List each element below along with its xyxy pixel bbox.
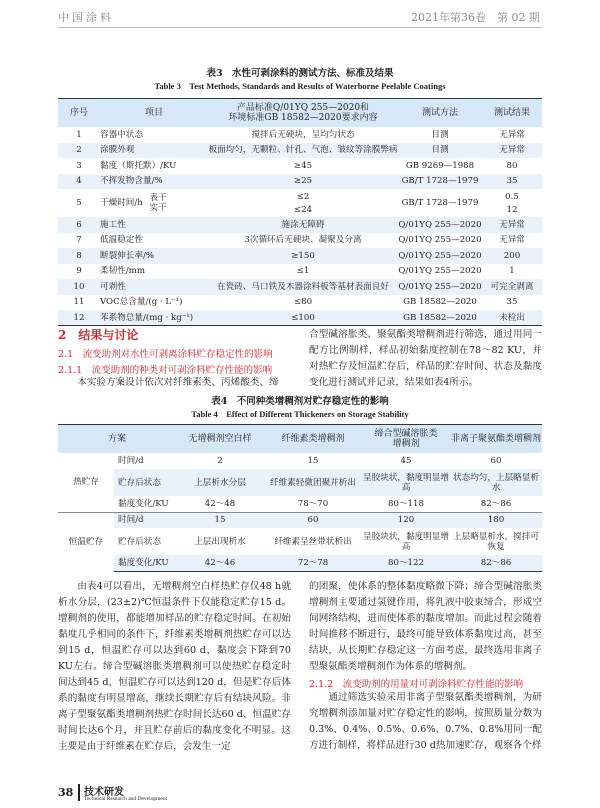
section-title: 2 结果与讨论 bbox=[58, 328, 139, 342]
table-cell bbox=[100, 189, 208, 217]
table-cell: 搅拌后无硬块，呈均匀状态 bbox=[251, 129, 355, 140]
table3-header-no: 序号 bbox=[58, 99, 100, 128]
table-row bbox=[58, 295, 542, 311]
footer-bar bbox=[78, 784, 80, 801]
table-cell: 不挥发物含量/% bbox=[100, 174, 208, 190]
journal-name: 中国涂料 bbox=[58, 11, 114, 24]
table-cell: 无异常 bbox=[482, 143, 542, 159]
table-row bbox=[58, 158, 542, 174]
table-cell: 苯系物总量/(mg · kg⁻¹) bbox=[100, 310, 208, 326]
table3-header-std bbox=[208, 99, 398, 128]
table-cell: 时间/d bbox=[114, 512, 176, 528]
table-cell: 80～122 bbox=[362, 555, 450, 571]
table-row bbox=[58, 248, 542, 264]
table4-caption bbox=[58, 396, 542, 420]
table-cell: 42～48 bbox=[204, 498, 236, 509]
table-cell: ≥25 bbox=[208, 174, 398, 190]
constant-storage-group: 恒温贮存 bbox=[58, 512, 114, 571]
table-cell: 15 bbox=[176, 512, 264, 528]
table-cell: 15 bbox=[307, 456, 319, 466]
table-cell: 1 bbox=[509, 266, 515, 277]
table4-header-pu: 非离子聚氨酯类增稠剂 bbox=[450, 425, 542, 454]
table-cell: 42～46 bbox=[176, 555, 264, 571]
table-row bbox=[58, 496, 542, 512]
table-cell: 呈胶块状，黏度明显增高 bbox=[363, 531, 449, 552]
intro-paragraph-right: 合型碱溶胀类、聚氨酯类增稠剂进行筛选，通过用同一配方比例制样，样品初始黏度控制在78～82 KU，并对热贮存及恒温贮存后，样品的贮存时间、状态及黏度变化进行测试并记录，结果如表4所示。 bbox=[309, 329, 542, 388]
hard-dry-std: ≤24 bbox=[293, 204, 313, 215]
table-row bbox=[58, 555, 542, 571]
table-row bbox=[58, 453, 542, 469]
table-cell: 柔韧性/mm bbox=[100, 266, 145, 277]
table-cell: 1 bbox=[76, 129, 82, 140]
table-cell: 72～78 bbox=[264, 555, 362, 571]
table-cell: GB/T 1728—1979 bbox=[398, 174, 482, 190]
table3-caption bbox=[58, 68, 542, 92]
table-cell: 黏度变化/KU bbox=[114, 555, 176, 571]
page-number: 38 bbox=[58, 786, 74, 799]
table4-caption-en: Table 4 Effect of Different Thickeners on Storage Stability bbox=[191, 409, 409, 419]
surface-dry-std: ≤2 bbox=[296, 191, 310, 202]
issue-info: 2021年第36卷 第 02 期 bbox=[411, 11, 540, 24]
table-cell: Q/01YQ 255—2020 bbox=[398, 217, 482, 233]
table-cell: 2 bbox=[217, 456, 223, 466]
table-cell: 8 bbox=[58, 248, 100, 264]
table-cell: 82～86 bbox=[480, 498, 512, 509]
table-cell: Q/01YQ 255—2020 bbox=[398, 248, 482, 264]
table-cell: 2 bbox=[58, 143, 100, 159]
table-cell: VOC总含量/(g · L⁻¹) bbox=[100, 297, 183, 308]
table4-caption-zh: 表4 不同种类增稠剂对贮存稳定性的影响 bbox=[211, 396, 389, 407]
table-cell: 60 bbox=[490, 456, 502, 466]
table-cell: 3次循环后无硬块、凝聚及分离 bbox=[244, 235, 362, 246]
table-cell bbox=[482, 189, 542, 217]
table-row bbox=[58, 512, 542, 528]
hard-dry-result: 12 bbox=[506, 204, 518, 215]
table-cell: 35 bbox=[482, 174, 542, 190]
table-cell: 11 bbox=[73, 297, 85, 308]
table-cell: 贮存后状态 bbox=[118, 536, 161, 547]
table-cell: 贮存后状态 bbox=[114, 469, 176, 496]
table-cell: Q/01YQ 255—2020 bbox=[398, 235, 482, 246]
table4-header-ase bbox=[362, 425, 450, 454]
table-row bbox=[58, 174, 542, 190]
table-cell: 12 bbox=[58, 310, 100, 326]
table4-header-cellulose: 纤维素类增稠剂 bbox=[264, 425, 362, 454]
table-cell: 5 bbox=[76, 198, 82, 208]
table3-header-item: 项目 bbox=[100, 99, 208, 128]
table4-header-scheme: 方案 bbox=[58, 425, 176, 454]
table-cell: 施工性 bbox=[100, 217, 208, 233]
table-cell: 容器中状态 bbox=[100, 129, 143, 140]
table-cell: 45 bbox=[400, 456, 412, 466]
column-name: 技术研发 bbox=[84, 787, 124, 798]
intro-paragraph-left: 本实验方案设计依次对纤维素类、丙烯酸类、缔 bbox=[77, 377, 279, 388]
table-row bbox=[58, 143, 542, 159]
table-cell: 上层出现析水 bbox=[194, 536, 246, 547]
table-cell: 目测 bbox=[431, 129, 449, 140]
surface-dry-label: 表干 bbox=[149, 193, 167, 203]
table3-header-std-line1: 产品标准Q/01YQ 255—2020和 bbox=[236, 103, 370, 113]
table-cell: GB/T 1728—1979 bbox=[401, 198, 479, 208]
table3-header-std-line2: 环境标准GB 18582—2020要求内容 bbox=[228, 113, 378, 123]
table4-header-blank: 无增稠剂空白样 bbox=[176, 425, 264, 454]
table3-caption-en: Table 3 Test Methods, Standards and Results of Waterborne Peelable Coatings bbox=[154, 81, 446, 91]
table-cell: 无异常 bbox=[499, 235, 525, 246]
table-cell: 80～118 bbox=[388, 498, 424, 509]
table-cell: 上层略显析水，搅拌可恢复 bbox=[453, 531, 539, 552]
table-cell: 目测 bbox=[398, 143, 482, 159]
table-cell: 180 bbox=[450, 512, 542, 528]
table-cell: 可剥性 bbox=[100, 279, 208, 295]
hard-dry-label: 实干 bbox=[149, 203, 167, 213]
subsection-2-1-2-title: 2.1.2 流变助剂的用量对可剥涂料贮存性能的影响 bbox=[309, 679, 524, 690]
table-cell: 6 bbox=[58, 217, 100, 233]
body-paragraph-left: 由表4可以看出，无增稠剂空白样热贮存仅48 h就析水分层，(23±2)℃恒温条件下仅能稳定贮存15 d。增稠剂的使用，都能增加样品的贮存稳定时间。在初始黏度几乎相同的条件下，纤维素类增稠剂热贮存可以达到15 d，恒温贮存可以达到60 d，黏度会下降到70 KU左右。缔合型碱溶胀类增稠剂可以使热贮存稳定时间达到45 d，恒温贮存可以达到120 d，但是贮存后体系的黏度有明显增高，继续长期贮存后有结块风险。非离子型聚氨酯类增稠剂热贮存时间长达60 d、恒温贮存时间长达6个月，并且贮存前后的黏度变化不明显。这主要是由于纤维素在贮存后，会发生一定 bbox=[58, 581, 291, 752]
table3-header-method: 测试方法 bbox=[398, 99, 482, 128]
dry-time-label: 干燥时间/h bbox=[100, 198, 143, 208]
table-cell: GB 18582—2020 bbox=[398, 310, 482, 326]
subsection-2-1-1-title: 2.1.1 流变助剂的种类对可剥涂料贮存性能的影响 bbox=[58, 365, 273, 376]
table-row bbox=[58, 233, 542, 249]
table-cell: 78～70 bbox=[297, 498, 329, 509]
table-cell: ≥45 bbox=[293, 160, 313, 171]
column-name-en: Technical Research and Development bbox=[84, 796, 168, 802]
table4 bbox=[58, 424, 542, 572]
table3-caption-zh: 表3 水性可剥涂料的测试方法、标准及结果 bbox=[206, 68, 394, 79]
table-cell: 可完全剥离 bbox=[482, 279, 542, 295]
table-cell: 无异常 bbox=[482, 217, 542, 233]
table-cell: 时间/d bbox=[118, 456, 144, 466]
table-cell: GB 9269—1988 bbox=[405, 160, 475, 171]
table-cell: 4 bbox=[58, 174, 100, 190]
table-row bbox=[58, 264, 542, 280]
header-rule bbox=[58, 27, 542, 28]
table-cell: 纤维素呈丝带状析出 bbox=[274, 536, 352, 547]
table-cell bbox=[208, 189, 398, 217]
table-cell: 在瓷砖、马口铁及木器涂料板等基材表面良好 bbox=[208, 279, 398, 295]
table-cell: 纤维素轻微团聚并析出 bbox=[264, 469, 362, 496]
subsection-2-1-title: 2.1 流变助剂对水性可剥离涂料贮存稳定性的影响 bbox=[58, 349, 273, 360]
table-cell: 120 bbox=[362, 512, 450, 528]
hot-storage-group: 热贮存 bbox=[73, 477, 99, 488]
table-cell: ≤1 bbox=[296, 266, 310, 277]
table-cell: 黏度（斯托默）/KU bbox=[100, 160, 177, 171]
table-cell: 82～86 bbox=[450, 555, 542, 571]
table-cell: 200 bbox=[482, 248, 542, 264]
table3-header-result: 测试结果 bbox=[482, 99, 542, 128]
table-cell: ≤80 bbox=[293, 297, 313, 308]
table-cell: 80 bbox=[506, 160, 518, 171]
table-cell: ≤100 bbox=[208, 310, 398, 326]
table-cell: 板面均匀，无颗粒、针孔、气泡、皱纹等涂膜弊病 bbox=[208, 143, 398, 159]
table4-header-ase-line1: 缔合型碱溶胀类 bbox=[374, 429, 438, 439]
table-row bbox=[58, 217, 542, 233]
table-row bbox=[58, 127, 542, 143]
surface-dry-result: 0.5 bbox=[505, 191, 519, 202]
table-cell: 状态均匀，上层略显析水 bbox=[450, 469, 542, 496]
table-cell: 无异常 bbox=[499, 129, 525, 140]
table-cell: 黏度变化/KU bbox=[118, 498, 169, 509]
table-cell: 35 bbox=[506, 297, 518, 308]
table-cell: GB 18582—2020 bbox=[403, 297, 477, 308]
table-cell: 未检出 bbox=[482, 310, 542, 326]
table3 bbox=[58, 98, 542, 326]
body-paragraph-right: 的团聚，使体系的整体黏度略微下降；缔合型碱溶胀类增稠剂主要通过氢键作用，将乳液中胶束缔合，形成空间网络结构，进而使体系的黏度增加。而此过程会随着时间推移不断进行，最终可能导致体系黏度过高，甚至结块，从长期贮存稳定这一方面考虑，最终选用非离子型聚氨酯类增稠剂作为体系的增稠剂。 bbox=[309, 581, 542, 672]
table4-header-ase-line2: 增稠剂 bbox=[392, 439, 420, 449]
dry-time-sublabels bbox=[150, 193, 167, 213]
table-row bbox=[58, 189, 542, 217]
table-cell: 3 bbox=[76, 160, 82, 171]
body-paragraph-right-2: 通过筛选实验采用非离子型聚氨酯类增稠剂，为研究增稠剂添加量对贮存稳定性的影响，按照质量分数为0.3%、0.4%、0.5%、0.6%、0.7%、0.8%用同一配方进行制样，将样品进行30 d热加速贮存，观察各个样 bbox=[309, 692, 542, 751]
table-row bbox=[58, 310, 542, 326]
table-cell: 10 bbox=[58, 279, 100, 295]
table-cell: 低温稳定性 bbox=[100, 235, 143, 246]
table-row bbox=[58, 279, 542, 295]
table-cell: 断裂伸长率/% bbox=[100, 248, 208, 264]
table-cell: 呈胶块状，黏度明显增高 bbox=[362, 469, 450, 496]
table-cell: 涂膜外观 bbox=[100, 143, 208, 159]
table-cell: 上层析水分层 bbox=[176, 469, 264, 496]
table-cell: Q/01YQ 255—2020 bbox=[398, 266, 482, 277]
table-row bbox=[58, 469, 542, 496]
table-cell: 施涂无障碍 bbox=[208, 217, 398, 233]
table-cell: 7 bbox=[76, 235, 82, 246]
table-cell: 9 bbox=[76, 266, 82, 277]
table-cell: ≥150 bbox=[208, 248, 398, 264]
table-cell: 60 bbox=[264, 512, 362, 528]
table-cell: Q/01YQ 255—2020 bbox=[398, 279, 482, 295]
table-row bbox=[58, 528, 542, 555]
